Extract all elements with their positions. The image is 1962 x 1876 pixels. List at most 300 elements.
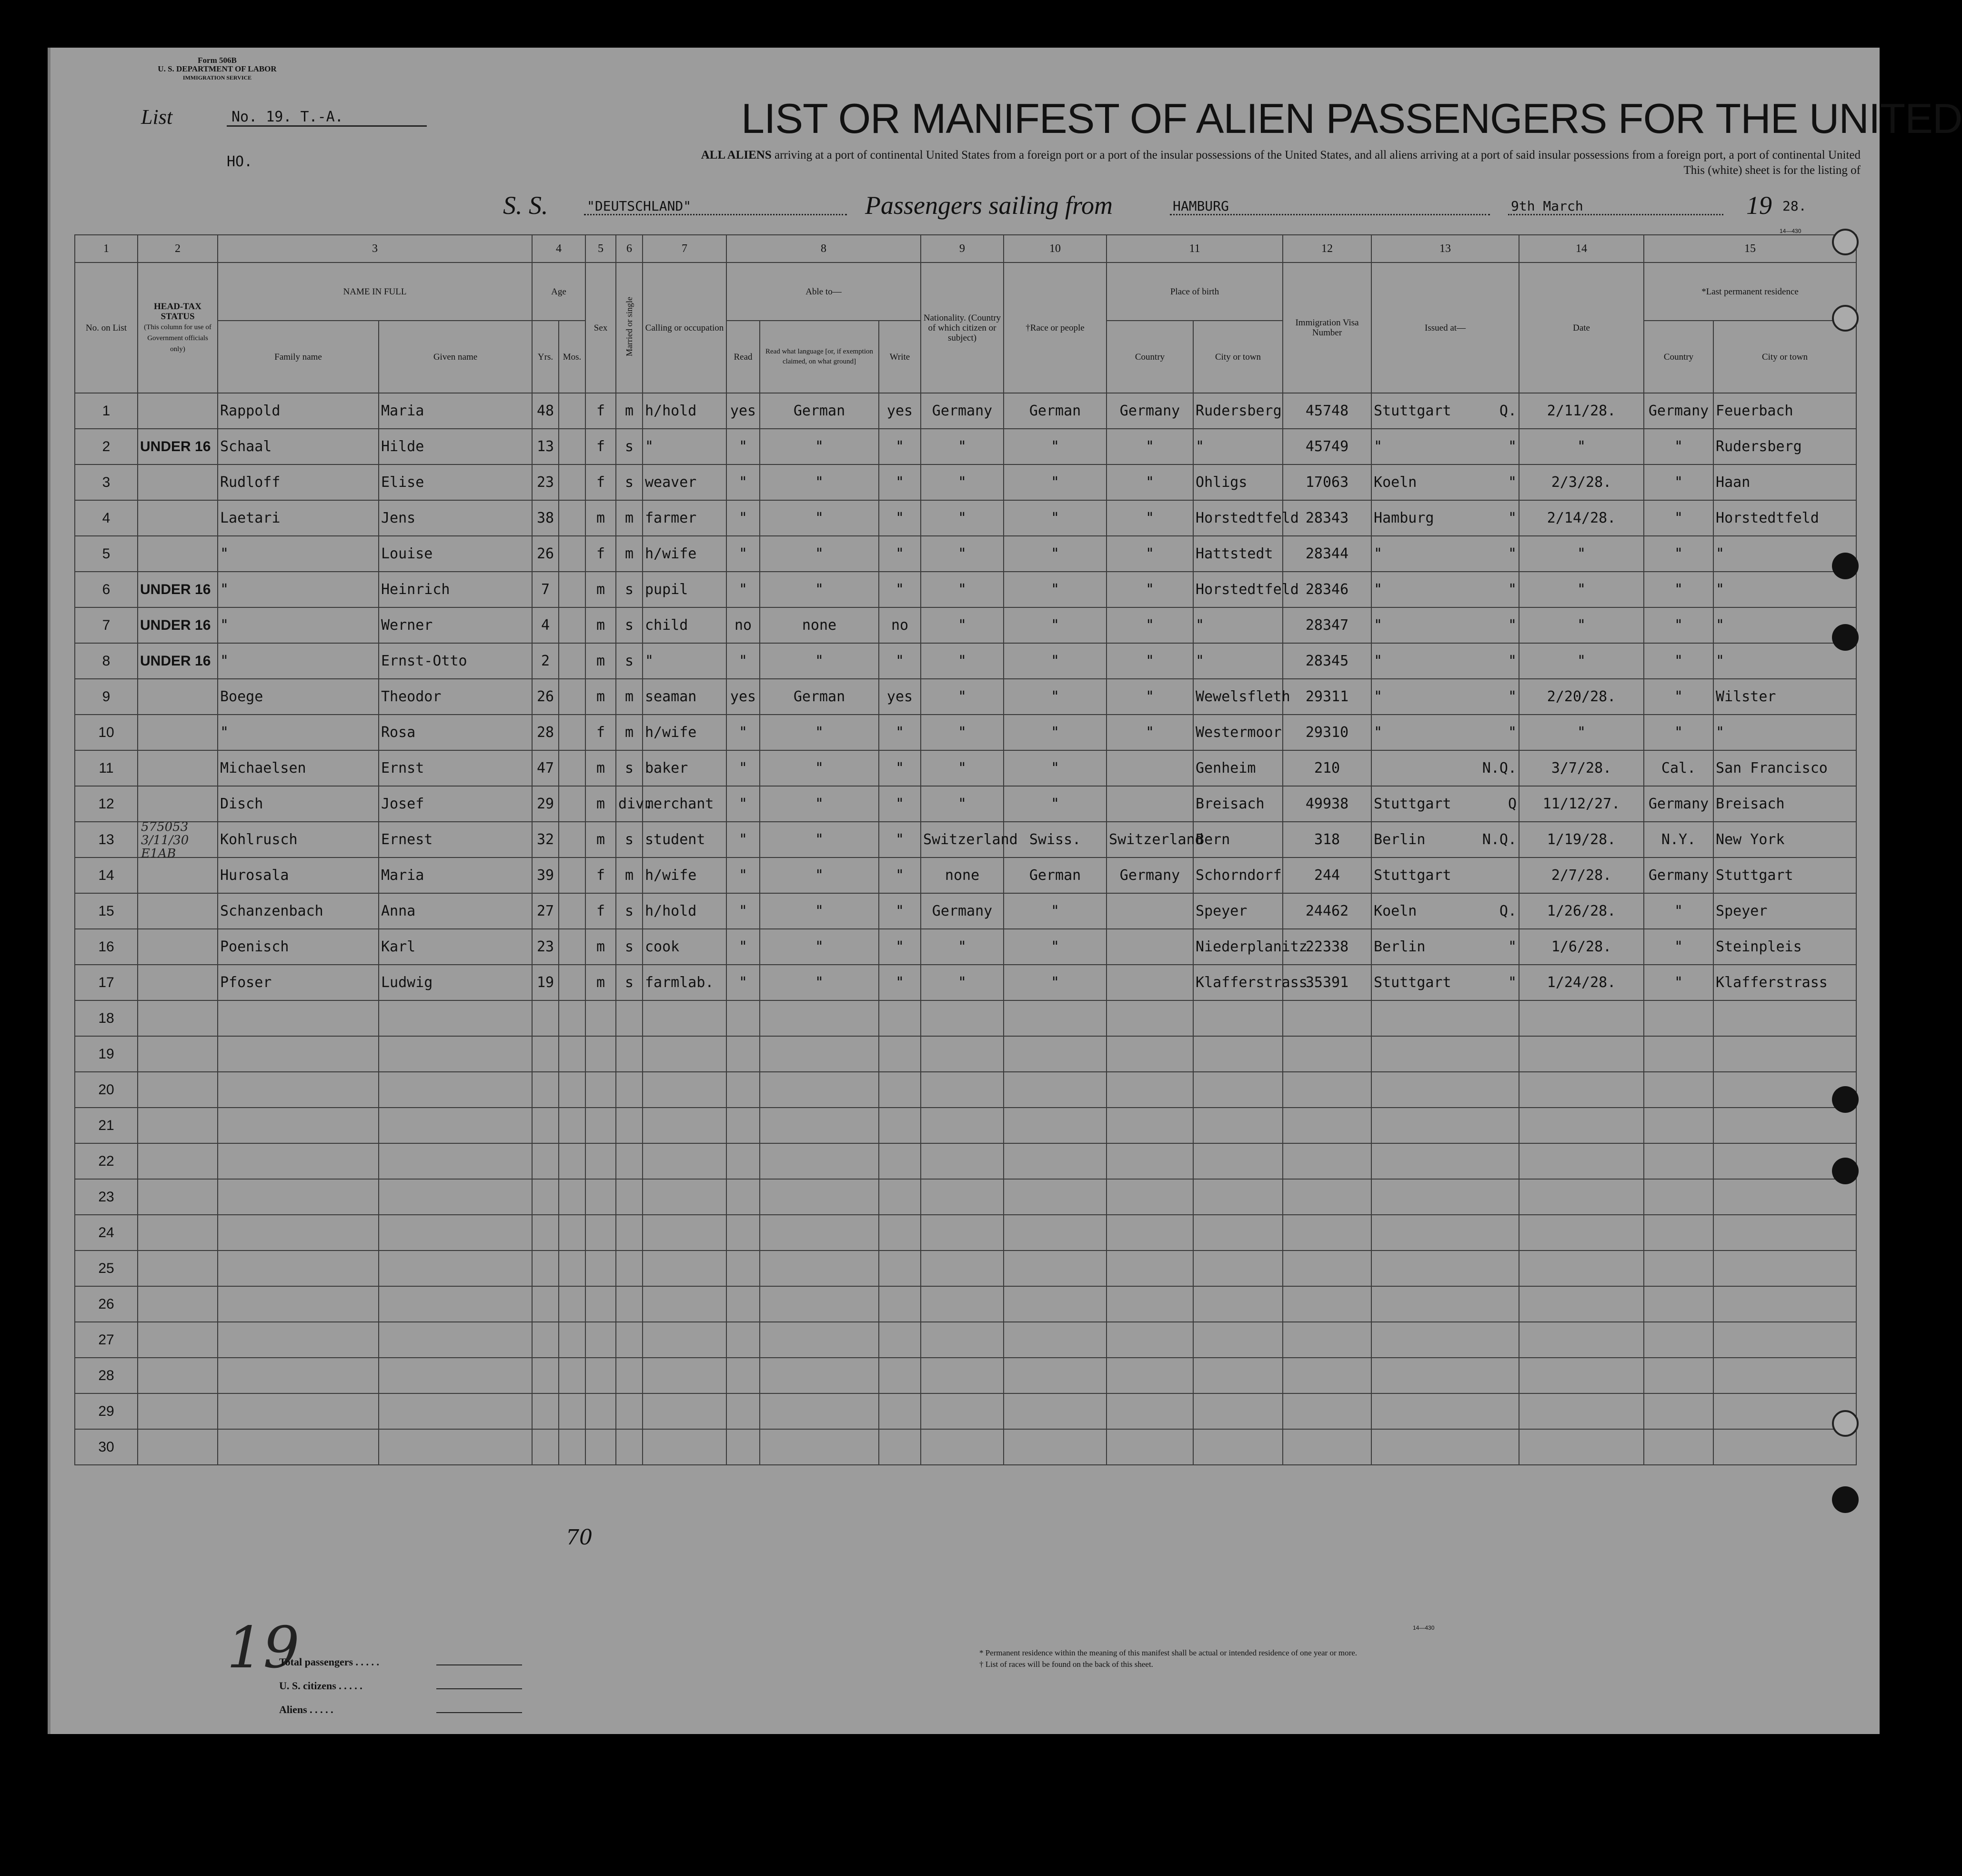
age-months	[559, 929, 585, 965]
empty-cell	[1283, 1108, 1371, 1143]
race: "	[1004, 965, 1107, 1000]
empty-cell	[138, 1393, 218, 1429]
empty-row	[75, 1215, 1856, 1251]
age-years: 2	[532, 643, 559, 679]
row-number: 18	[75, 1000, 138, 1036]
sex: m	[585, 607, 616, 643]
age-months	[559, 607, 585, 643]
empty-cell	[1193, 1036, 1283, 1072]
can-write: "	[879, 536, 921, 572]
empty-cell	[1283, 1072, 1371, 1108]
empty-cell	[585, 1108, 616, 1143]
empty-row	[75, 1393, 1856, 1429]
issued-at	[1371, 679, 1519, 715]
residence-country: "	[1644, 965, 1713, 1000]
footnote-residence: * Permanent residence within the meaning of this manifest shall be actual or intended residence of one year or more.	[979, 1648, 1358, 1657]
empty-cell	[585, 1072, 616, 1108]
age-years: 26	[532, 536, 559, 572]
empty-cell	[1107, 1286, 1193, 1322]
occupation: h/wife	[643, 857, 726, 893]
empty-row	[75, 1429, 1856, 1465]
handwritten-total: 19	[227, 1615, 300, 1681]
can-write: yes	[879, 679, 921, 715]
empty-cell	[138, 1358, 218, 1393]
col-num: 7	[643, 235, 726, 262]
visa-number: 28345	[1283, 643, 1371, 679]
empty-cell	[1004, 1251, 1107, 1286]
age-years: 47	[532, 750, 559, 786]
empty-cell	[218, 1179, 379, 1215]
can-write: yes	[879, 393, 921, 429]
age-years: 13	[532, 429, 559, 464]
issued-at	[1371, 857, 1519, 893]
empty-cell	[879, 1322, 921, 1358]
empty-cell	[1107, 1179, 1193, 1215]
empty-cell	[1519, 1036, 1644, 1072]
birth-city: Breisach	[1193, 786, 1283, 822]
row-number: 28	[75, 1358, 138, 1393]
subtitle-lead: ALL ALIENS	[701, 149, 772, 161]
nationality: "	[921, 500, 1004, 536]
issued-city: Stuttgart	[1374, 795, 1451, 812]
birth-city: Bern	[1193, 822, 1283, 857]
read-language: "	[760, 643, 879, 679]
col-num: 6	[616, 235, 643, 262]
empty-cell	[559, 1251, 585, 1286]
sex: f	[585, 857, 616, 893]
residence-city: Wilster	[1713, 679, 1856, 715]
row-number: 13	[75, 822, 138, 857]
empty-cell	[138, 1143, 218, 1179]
table-row	[75, 893, 1856, 929]
empty-cell	[1519, 1429, 1644, 1465]
marital-status: s	[616, 607, 643, 643]
empty-cell	[1283, 1179, 1371, 1215]
empty-cell	[532, 1215, 559, 1251]
birth-country: "	[1107, 429, 1193, 464]
empty-cell	[760, 1179, 879, 1215]
can-write: "	[879, 893, 921, 929]
occupation: cook	[643, 929, 726, 965]
empty-cell	[760, 1108, 879, 1143]
header-place-of-birth: Place of birth	[1107, 262, 1283, 321]
empty-cell	[1107, 1000, 1193, 1036]
totals-block	[279, 1650, 527, 1722]
empty-cell	[138, 1179, 218, 1215]
family-name: Schanzenbach	[218, 893, 379, 929]
empty-cell	[218, 1036, 379, 1072]
can-read: no	[726, 607, 760, 643]
issued-code: "	[1508, 974, 1517, 991]
header-mos: Mos.	[559, 321, 585, 393]
empty-cell	[559, 1429, 585, 1465]
empty-cell	[616, 1000, 643, 1036]
header-nationality: Nationality. (Country of which citizen or subject)	[921, 262, 1004, 393]
residence-city: "	[1713, 536, 1856, 572]
sex: m	[585, 822, 616, 857]
empty-cell	[1371, 1072, 1519, 1108]
empty-cell	[138, 1251, 218, 1286]
read-language: "	[760, 857, 879, 893]
empty-cell	[1283, 1251, 1371, 1286]
header-yrs: Yrs.	[532, 321, 559, 393]
empty-cell	[1519, 1179, 1644, 1215]
empty-cell	[1713, 1429, 1856, 1465]
empty-cell	[585, 1000, 616, 1036]
empty-cell	[585, 1429, 616, 1465]
can-read: "	[726, 572, 760, 607]
sex: m	[585, 750, 616, 786]
birth-country	[1107, 750, 1193, 786]
row-number: 20	[75, 1072, 138, 1108]
row-number: 14	[75, 857, 138, 893]
birth-city: "	[1193, 607, 1283, 643]
empty-cell	[1107, 1143, 1193, 1179]
empty-cell	[1371, 1322, 1519, 1358]
empty-cell	[532, 1322, 559, 1358]
age-years: 39	[532, 857, 559, 893]
table-row	[75, 679, 1856, 715]
residence-country: "	[1644, 500, 1713, 536]
nationality: "	[921, 679, 1004, 715]
empty-cell	[879, 1179, 921, 1215]
empty-cell	[616, 1179, 643, 1215]
empty-cell	[616, 1072, 643, 1108]
row-number: 15	[75, 893, 138, 929]
empty-cell	[585, 1286, 616, 1322]
empty-cell	[1713, 1108, 1856, 1143]
empty-cell	[138, 1000, 218, 1036]
empty-cell	[1193, 1251, 1283, 1286]
issue-date: "	[1519, 572, 1644, 607]
visa-number: 24462	[1283, 893, 1371, 929]
birth-country	[1107, 786, 1193, 822]
empty-cell	[1519, 1322, 1644, 1358]
empty-cell	[532, 1358, 559, 1393]
age-months	[559, 679, 585, 715]
table-row	[75, 607, 1856, 643]
row-number: 27	[75, 1322, 138, 1358]
age-months	[559, 857, 585, 893]
birth-country: "	[1107, 536, 1193, 572]
empty-cell	[1004, 1143, 1107, 1179]
issued-at	[1371, 786, 1519, 822]
issued-city: Berlin	[1374, 831, 1426, 848]
header-read-language: Read what language [or, if exemption claimed, on what ground]	[760, 321, 879, 393]
given-name: Maria	[379, 393, 532, 429]
empty-cell	[1519, 1393, 1644, 1429]
age-years: 38	[532, 500, 559, 536]
marital-status: m	[616, 500, 643, 536]
issued-at	[1371, 393, 1519, 429]
issued-code: N.Q.	[1482, 759, 1517, 777]
nationality: "	[921, 536, 1004, 572]
residence-country: Germany	[1644, 786, 1713, 822]
age-years: 19	[532, 965, 559, 1000]
subtitle-line1: arriving at a port of continental United States from a foreign port or a port of the insular possessions of the United States, and all aliens arriving at a port of said insular possessions from a foreign port, a port of continental United	[771, 149, 1861, 161]
race: "	[1004, 786, 1107, 822]
age-years: 27	[532, 893, 559, 929]
issue-date: "	[1519, 643, 1644, 679]
issue-date: 2/7/28.	[1519, 857, 1644, 893]
read-language: "	[760, 822, 879, 857]
sex: m	[585, 786, 616, 822]
head-tax-status	[138, 965, 218, 1000]
col-num: 13	[1371, 235, 1519, 262]
sailing-label: Passengers sailing from	[865, 191, 1113, 220]
residence-city: New York	[1713, 822, 1856, 857]
given-name: Theodor	[379, 679, 532, 715]
issue-date: "	[1519, 536, 1644, 572]
sex: m	[585, 965, 616, 1000]
residence-country: "	[1644, 607, 1713, 643]
family-name: Kohlrusch	[218, 822, 379, 857]
visa-number: 28347	[1283, 607, 1371, 643]
empty-row	[75, 1143, 1856, 1179]
empty-cell	[1004, 1393, 1107, 1429]
table-row	[75, 929, 1856, 965]
row-number: 29	[75, 1393, 138, 1429]
nationality: "	[921, 715, 1004, 750]
empty-cell	[921, 1286, 1004, 1322]
family-name: Laetari	[218, 500, 379, 536]
ship-line	[503, 191, 1875, 224]
issued-code: Q	[1508, 795, 1517, 812]
empty-cell	[1193, 1108, 1283, 1143]
header-birth-country: Country	[1107, 321, 1193, 393]
empty-cell	[218, 1286, 379, 1322]
empty-cell	[218, 1358, 379, 1393]
residence-city: "	[1713, 607, 1856, 643]
binder-hole-icon	[1832, 1158, 1859, 1184]
issue-date: 2/20/28.	[1519, 679, 1644, 715]
empty-cell	[379, 1251, 532, 1286]
empty-cell	[879, 1286, 921, 1322]
can-read: "	[726, 929, 760, 965]
empty-cell	[1371, 1429, 1519, 1465]
empty-cell	[218, 1322, 379, 1358]
empty-cell	[879, 1358, 921, 1393]
empty-cell	[218, 1000, 379, 1036]
empty-cell	[585, 1322, 616, 1358]
race: "	[1004, 715, 1107, 750]
issued-code: "	[1508, 545, 1517, 562]
binder-hole-icon	[1832, 229, 1859, 255]
col-num: 12	[1283, 235, 1371, 262]
can-write: "	[879, 572, 921, 607]
birth-city: Hattstedt	[1193, 536, 1283, 572]
issued-at	[1371, 572, 1519, 607]
empty-cell	[1283, 1215, 1371, 1251]
sex: f	[585, 429, 616, 464]
empty-cell	[379, 1322, 532, 1358]
age-years: 23	[532, 464, 559, 500]
row-number: 11	[75, 750, 138, 786]
header-issued-at: Issued at—	[1371, 262, 1519, 393]
age-years: 26	[532, 679, 559, 715]
age-years: 28	[532, 715, 559, 750]
age-years: 7	[532, 572, 559, 607]
empty-row	[75, 1108, 1856, 1143]
empty-cell	[726, 1358, 760, 1393]
issued-city: "	[1374, 438, 1383, 455]
residence-city: Feuerbach	[1713, 393, 1856, 429]
issued-code: "	[1508, 724, 1517, 741]
issued-city: Koeln	[1374, 474, 1417, 491]
empty-cell	[643, 1215, 726, 1251]
empty-cell	[1371, 1179, 1519, 1215]
table-row	[75, 857, 1856, 893]
head-tax-status	[138, 536, 218, 572]
age-months	[559, 393, 585, 429]
issued-city: Hamburg	[1374, 509, 1434, 526]
visa-number: 28343	[1283, 500, 1371, 536]
header-head-tax	[138, 262, 218, 393]
given-name: Ernst-Otto	[379, 643, 532, 679]
empty-cell	[643, 1322, 726, 1358]
empty-cell	[616, 1358, 643, 1393]
table-row	[75, 965, 1856, 1000]
empty-cell	[616, 1215, 643, 1251]
col-num: 5	[585, 235, 616, 262]
table-row	[75, 786, 1856, 822]
issued-city: "	[1374, 724, 1383, 741]
empty-cell	[879, 1072, 921, 1108]
footnote-races: † List of races will be found on the back of this sheet.	[979, 1660, 1153, 1669]
col-num: 15	[1644, 235, 1856, 262]
can-write: "	[879, 786, 921, 822]
empty-cell	[879, 1251, 921, 1286]
empty-cell	[921, 1000, 1004, 1036]
read-language: German	[760, 393, 879, 429]
issued-code: "	[1508, 616, 1517, 634]
empty-row	[75, 1000, 1856, 1036]
nationality: none	[921, 857, 1004, 893]
nationality: "	[921, 429, 1004, 464]
empty-cell	[921, 1251, 1004, 1286]
age-years: 23	[532, 929, 559, 965]
table-row	[75, 500, 1856, 536]
table-row	[75, 393, 1856, 429]
nationality: Germany	[921, 893, 1004, 929]
empty-cell	[1004, 1072, 1107, 1108]
birth-country: "	[1107, 643, 1193, 679]
read-language: "	[760, 893, 879, 929]
empty-cell	[643, 1143, 726, 1179]
head-tax-status	[138, 857, 218, 893]
birth-city: Niederplanitz	[1193, 929, 1283, 965]
issued-code: N.Q.	[1482, 831, 1517, 848]
empty-cell	[218, 1429, 379, 1465]
empty-row	[75, 1358, 1856, 1393]
form-code-top: 14—430	[1780, 228, 1801, 234]
issued-city: "	[1374, 545, 1383, 562]
age-months	[559, 965, 585, 1000]
given-name: Hilde	[379, 429, 532, 464]
head-tax-status: UNDER 16	[138, 429, 218, 464]
us-citizens-label: U. S. citizens . . . . .	[279, 1674, 527, 1698]
empty-row	[75, 1179, 1856, 1215]
empty-cell	[879, 1143, 921, 1179]
race: "	[1004, 500, 1107, 536]
age-months	[559, 536, 585, 572]
occupation: student	[643, 822, 726, 857]
empty-cell	[532, 1286, 559, 1322]
empty-cell	[643, 1000, 726, 1036]
col-num: 4	[532, 235, 585, 262]
birth-city: "	[1193, 643, 1283, 679]
empty-cell	[1371, 1286, 1519, 1322]
empty-cell	[643, 1179, 726, 1215]
can-read: "	[726, 786, 760, 822]
column-number-row	[75, 235, 1856, 262]
can-write: "	[879, 429, 921, 464]
empty-cell	[643, 1072, 726, 1108]
residence-city: "	[1713, 572, 1856, 607]
empty-cell	[1283, 1393, 1371, 1429]
empty-cell	[1519, 1215, 1644, 1251]
issued-city: Stuttgart	[1374, 974, 1451, 991]
visa-number: 29310	[1283, 715, 1371, 750]
table-row	[75, 464, 1856, 500]
empty-cell	[1193, 1000, 1283, 1036]
empty-cell	[532, 1108, 559, 1143]
visa-number: 45748	[1283, 393, 1371, 429]
read-language: none	[760, 607, 879, 643]
can-read: "	[726, 715, 760, 750]
race: "	[1004, 429, 1107, 464]
empty-cell	[726, 1143, 760, 1179]
subtitle-line2: This (white) sheet is for the listing of	[1683, 164, 1861, 177]
empty-cell	[1644, 1072, 1713, 1108]
nationality: "	[921, 607, 1004, 643]
birth-country: "	[1107, 607, 1193, 643]
birth-country	[1107, 929, 1193, 965]
ship-name: "DEUTSCHLAND"	[584, 198, 847, 215]
residence-country: Germany	[1644, 857, 1713, 893]
empty-cell	[559, 1108, 585, 1143]
empty-cell	[218, 1072, 379, 1108]
residence-city: Horstedtfeld	[1713, 500, 1856, 536]
issued-city: "	[1374, 652, 1383, 669]
visa-number: 17063	[1283, 464, 1371, 500]
binder-hole-icon	[1832, 305, 1859, 332]
marital-status: s	[616, 464, 643, 500]
empty-cell	[726, 1072, 760, 1108]
residence-city: San Francisco	[1713, 750, 1856, 786]
empty-cell	[879, 1215, 921, 1251]
row-number: 12	[75, 786, 138, 822]
can-read: "	[726, 429, 760, 464]
empty-cell	[643, 1036, 726, 1072]
birth-country	[1107, 893, 1193, 929]
age-years: 32	[532, 822, 559, 857]
empty-cell	[1644, 1322, 1713, 1358]
residence-country: "	[1644, 536, 1713, 572]
empty-cell	[616, 1143, 643, 1179]
occupation: h/hold	[643, 893, 726, 929]
empty-cell	[1193, 1072, 1283, 1108]
empty-cell	[643, 1108, 726, 1143]
family-name: Pfoser	[218, 965, 379, 1000]
issued-code: Q.	[1499, 902, 1517, 919]
birth-city: "	[1193, 429, 1283, 464]
residence-country: "	[1644, 464, 1713, 500]
read-language: "	[760, 715, 879, 750]
issue-date: 1/6/28.	[1519, 929, 1644, 965]
header-head-tax-note: (This column for use of Government officials only)	[144, 323, 211, 353]
nationality: "	[921, 572, 1004, 607]
